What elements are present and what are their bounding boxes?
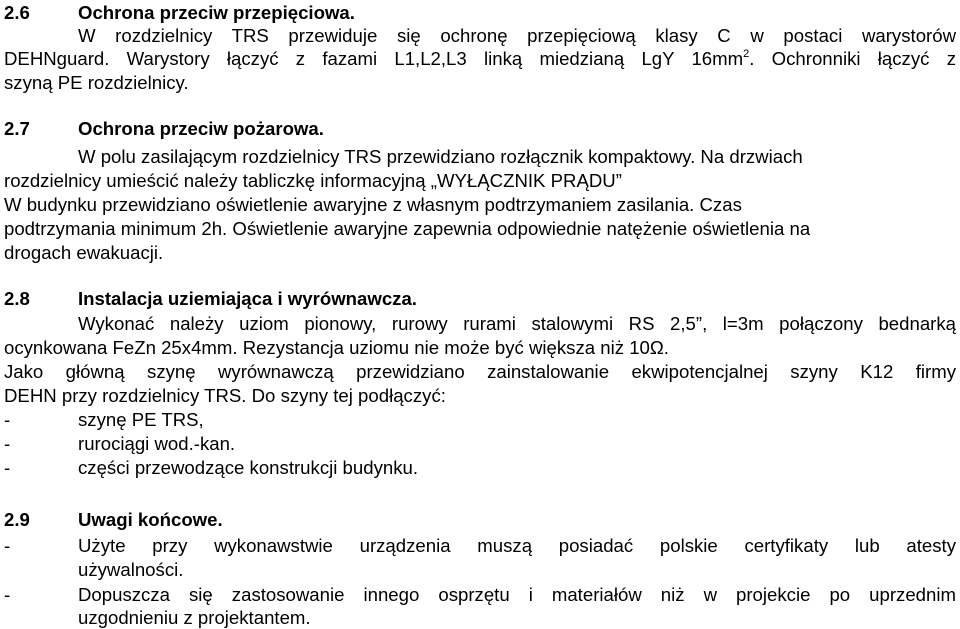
text-span: DEHNguard. Warystory łączyć z fazami L1,L2,L3 linką miedzianą LgY 16mm: [4, 48, 744, 69]
heading-number: 2.6: [4, 2, 30, 23]
list-item-text: szynę PE TRS,: [78, 409, 204, 430]
list-item-text: części przewodzące konstrukcji budynku.: [78, 457, 419, 478]
paragraph-line: Wykonać należy uziom pionowy, rurowy rurami stalowymi RS 2,5”, l=3m połączony bednarką: [78, 313, 956, 334]
paragraph-line: szyną PE rozdzielnicy.: [4, 72, 189, 93]
paragraph-line: podtrzymania minimum 2h. Oświetlenie awaryjne zapewnia odpowiednie natężenie oświetlenia na: [4, 218, 811, 239]
paragraph-line: W polu zasilającym rozdzielnicy TRS przewidziano rozłącznik kompaktowy. Na drzwiach: [78, 146, 803, 167]
list-item-text: Użyte przy wykonawstwie urządzenia muszą posiadać polskie certyfikaty lub atesty: [78, 535, 956, 556]
paragraph-line: ocynkowana FeZn 25x4mm. Rezystancja uziomu nie może być większa niż 10Ω.: [4, 337, 669, 358]
heading-title: Ochrona przeciw pożarowa.: [78, 118, 324, 139]
list-item: [4, 409, 956, 431]
heading-2-6: [4, 2, 956, 24]
heading-number: 2.7: [4, 118, 30, 139]
superscript: 2: [743, 48, 750, 60]
paragraph-line: W rozdzielnicy TRS przewiduje się ochronę przepięciową klasy C w postaci warystorów: [78, 25, 956, 46]
paragraph-line: [4, 48, 956, 70]
list-item: [4, 433, 956, 455]
paragraph-line: drogach ewakuacji.: [4, 242, 164, 263]
list-item-continuation: uzgodnieniu z projektantem.: [78, 607, 311, 628]
heading-title: Ochrona przeciw przepięciowa.: [78, 2, 355, 23]
list-dash: -: [4, 433, 11, 454]
heading-2-8: [4, 288, 956, 310]
heading-title: Instalacja uziemiająca i wyrównawcza.: [78, 288, 417, 309]
list-dash: -: [4, 409, 11, 430]
list-item-continuation: używalności.: [78, 559, 184, 580]
paragraph-line: W budynku przewidziano oświetlenie awaryjne z własnym podtrzymaniem zasilania. Czas: [4, 194, 742, 215]
list-item-text: rurociągi wod.-kan.: [78, 433, 236, 454]
paragraph-line: DEHN przy rozdzielnicy TRS. Do szyny tej podłączyć:: [4, 385, 446, 406]
list-dash: -: [4, 584, 11, 605]
paragraph-line: rozdzielnicy umieścić należy tabliczkę informacyjną „WYŁĄCZNIK PRĄDU”: [4, 170, 622, 191]
heading-title: Uwagi końcowe.: [78, 509, 223, 530]
list-dash: -: [4, 457, 11, 478]
heading-number: 2.9: [4, 509, 30, 530]
heading-2-9: [4, 509, 956, 531]
paragraph-line: Jako główną szynę wyrównawczą przewidziano zainstalowanie ekwipotencjalnej szyny K12 firmy: [4, 361, 956, 382]
list-dash: -: [4, 535, 11, 556]
heading-number: 2.8: [4, 288, 30, 309]
heading-2-7: [4, 118, 956, 140]
list-item-text: Dopuszcza się zastosowanie innego osprzętu i materiałów niż w projekcie po uprzednim: [78, 584, 956, 605]
text-span: . Ochronniki łączyć z: [749, 48, 956, 69]
list-item: [4, 457, 956, 479]
